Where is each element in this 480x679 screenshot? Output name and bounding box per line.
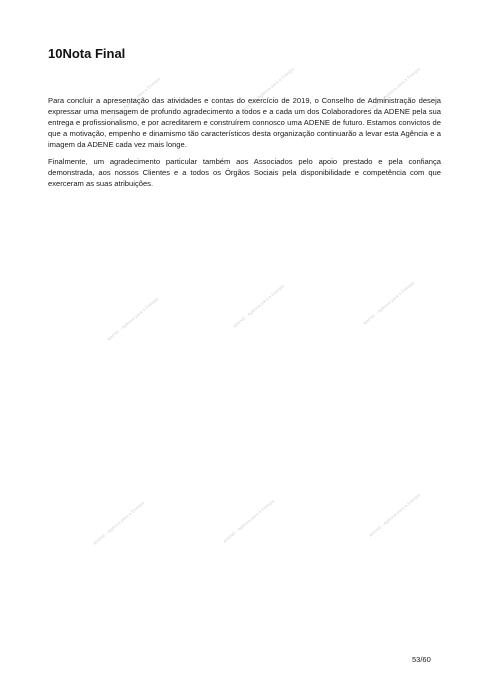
paragraph: Finalmente, um agradecimento particular também aos Associados pelo apoio prestado e pela confiança demonstrada, aos nossos Clientes e a todos os Órgãos Sociais pela disponibilidade e competência com que exerceram as suas atribuições. xyxy=(48,157,441,188)
watermark: ADENE - Agência para a Energia xyxy=(362,280,415,326)
watermark: ADENE - Agência para a Energia xyxy=(92,500,145,546)
body-text xyxy=(48,95,441,195)
watermark: ADENE - Agência para a Energia xyxy=(368,66,421,112)
section-heading: 10Nota Final xyxy=(48,46,126,61)
watermark: ADENE - Agência para a Energia xyxy=(108,76,161,122)
paragraph: Para concluir a apresentação das atividades e contas do exercício de 2019, o Conselho de Administração deseja expressar uma mensagem de profundo agradecimento a todos e a cada um dos Colaboradores da ADENE pela sua entrega e profissionalismo, e por acreditarem e construírem connosco uma ADENE de futuro. Estamos convictos de que a motivação, empenho e dinamismo tão característicos desta organização continuarão a levar esta Agência e a imagem da ADENE cada vez mais longe. xyxy=(48,96,441,149)
watermark: ADENE - Agência para a Energia xyxy=(232,283,285,329)
watermark: ADENE - Agência para a Energia xyxy=(368,492,421,538)
watermark: ADENE - Agência para a Energia xyxy=(242,66,295,112)
watermark: ADENE - Agência para a Energia xyxy=(106,296,159,342)
watermark: ADENE - Agência para a Energia xyxy=(222,498,275,544)
page-number: 53/60 xyxy=(412,655,431,664)
